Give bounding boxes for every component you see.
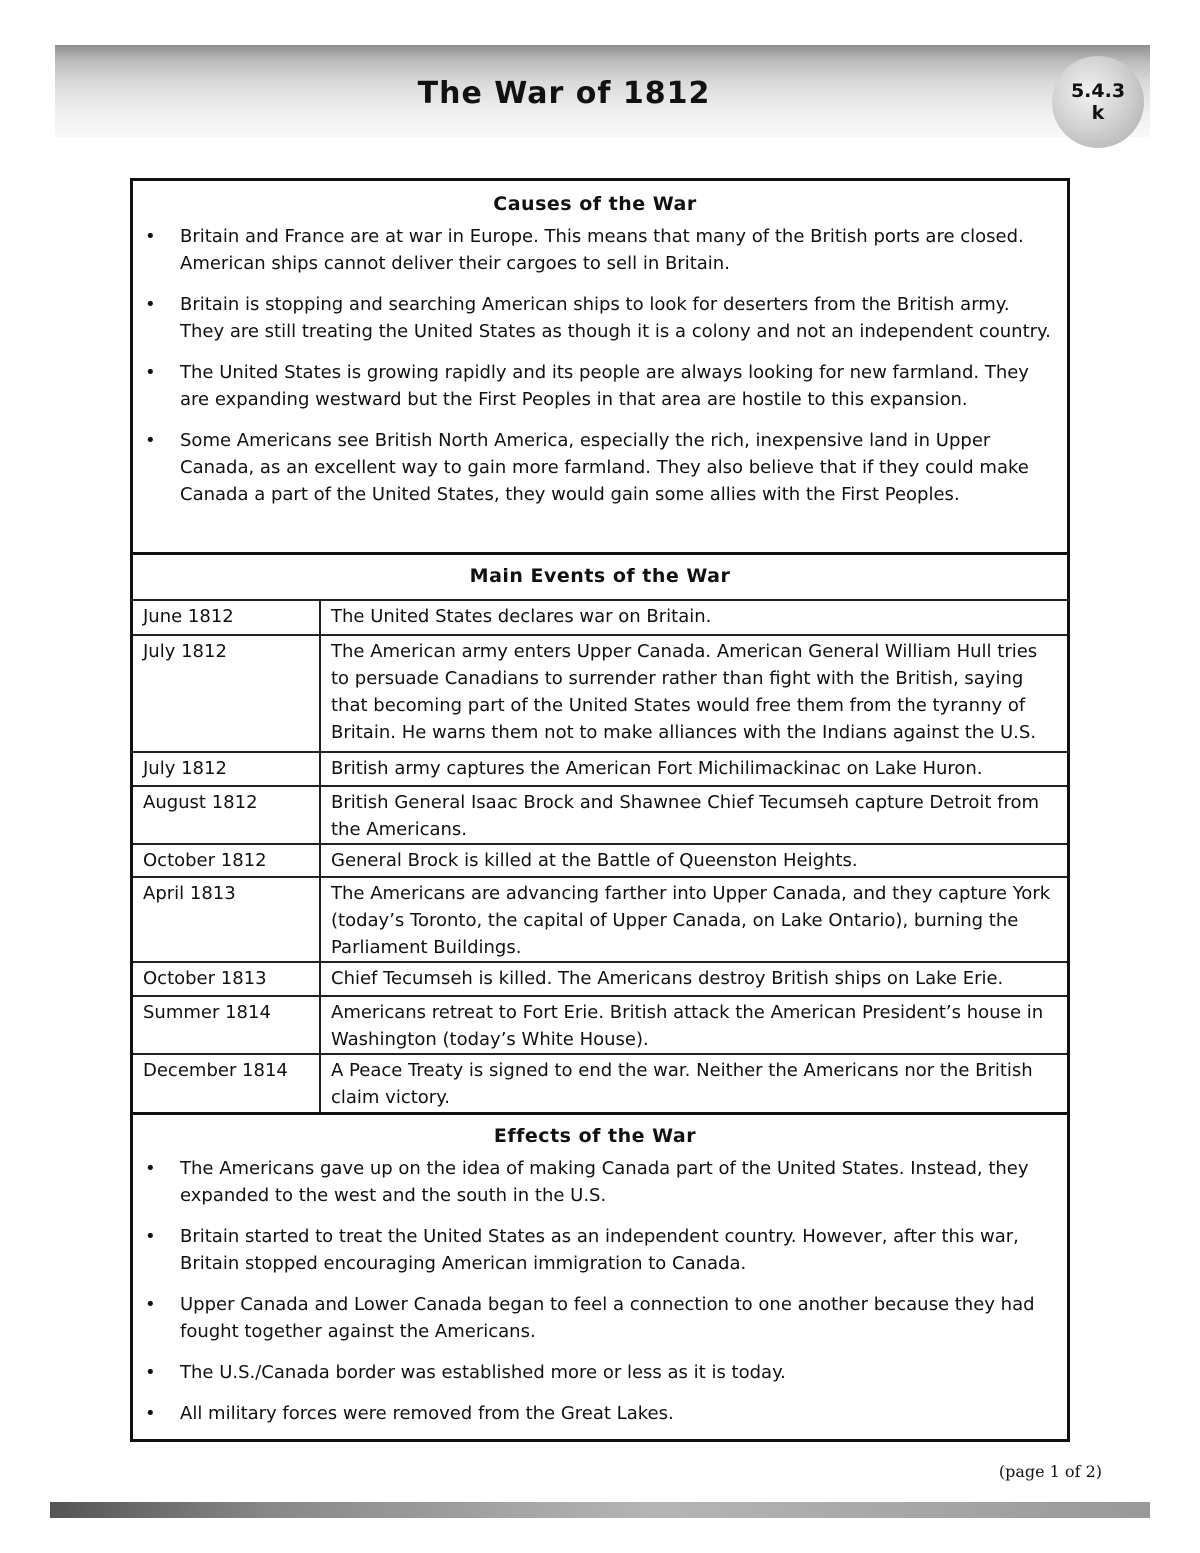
content-frame bbox=[130, 178, 1070, 1442]
table-row bbox=[133, 752, 1067, 786]
event-date: October 1813 bbox=[133, 962, 320, 996]
event-text: General Brock is killed at the Battle of Queenston Heights. bbox=[320, 844, 1067, 877]
event-date: August 1812 bbox=[133, 786, 320, 844]
list-item: • Britain started to treat the United States as an independent country. However, after this war, Britain stopped encouraging American immigration to Canada. bbox=[135, 1223, 1055, 1277]
event-date: December 1814 bbox=[133, 1054, 320, 1112]
event-text: A Peace Treaty is signed to end the war. Neither the Americans nor the British claim victory. bbox=[320, 1054, 1067, 1112]
event-text: British army captures the American Fort Michilimackinac on Lake Huron. bbox=[320, 752, 1067, 786]
list-item: • The United States is growing rapidly and its people are always looking for new farmland. They are expanding westward but the First Peoples in that area are hostile to this expansion. bbox=[135, 359, 1055, 413]
causes-heading: Causes of the War bbox=[493, 193, 697, 215]
list-item: • The Americans gave up on the idea of making Canada part of the United States. Instead, they expanded to the west and the south in the U.S. bbox=[135, 1155, 1055, 1209]
event-date: Summer 1814 bbox=[133, 996, 320, 1054]
effects-list bbox=[135, 1155, 1055, 1427]
event-date: July 1812 bbox=[133, 752, 320, 786]
event-text: The United States declares war on Britain. bbox=[320, 600, 1067, 635]
event-date: April 1813 bbox=[133, 877, 320, 962]
event-text: The Americans are advancing farther into Upper Canada, and they capture York (today’s Toronto, the capital of Upper Canada, on Lake Ontario), burning the Parliament Buildings. bbox=[320, 877, 1067, 962]
effects-section bbox=[133, 1112, 1067, 1427]
causes-section bbox=[133, 181, 1067, 555]
causes-list bbox=[135, 223, 1055, 508]
page-title: The War of 1812 bbox=[417, 76, 711, 111]
page-number: (page 1 of 2) bbox=[998, 1462, 1102, 1481]
event-text: Americans retreat to Fort Erie. British attack the American President’s house in Washington (today’s White House). bbox=[320, 996, 1067, 1054]
list-item: • Britain is stopping and searching American ships to look for deserters from the British army. They are still treating the United States as though it is a colony and not an independent country. bbox=[135, 291, 1055, 345]
list-item: • All military forces were removed from the Great Lakes. bbox=[135, 1400, 1055, 1427]
table-row bbox=[133, 877, 1067, 962]
list-item: • The U.S./Canada border was established more or less as it is today. bbox=[135, 1359, 1055, 1386]
table-row bbox=[133, 1054, 1067, 1112]
table-row bbox=[133, 996, 1067, 1054]
badge-code: 5.4.3 bbox=[1070, 80, 1126, 102]
events-table bbox=[133, 599, 1067, 1112]
table-row bbox=[133, 844, 1067, 877]
footer-bar bbox=[50, 1502, 1150, 1518]
effects-heading: Effects of the War bbox=[493, 1125, 697, 1147]
lesson-badge bbox=[1052, 56, 1144, 148]
event-date: October 1812 bbox=[133, 844, 320, 877]
events-heading: Main Events of the War bbox=[469, 565, 731, 587]
list-item: • Britain and France are at war in Europe. This means that many of the British ports are closed. American ships cannot deliver their cargoes to sell in Britain. bbox=[135, 223, 1055, 277]
event-date: July 1812 bbox=[133, 635, 320, 752]
table-row bbox=[133, 635, 1067, 752]
event-date: June 1812 bbox=[133, 600, 320, 635]
badge-letter: k bbox=[1091, 102, 1105, 124]
list-item: • Some Americans see British North America, especially the rich, inexpensive land in Upper Canada, as an excellent way to gain more farmland. They also believe that if they could make Canada a part of the United States, they would gain some allies with the First Peoples. bbox=[135, 427, 1055, 508]
table-row bbox=[133, 786, 1067, 844]
list-item: • Upper Canada and Lower Canada began to feel a connection to one another because they had fought together against the Americans. bbox=[135, 1291, 1055, 1345]
event-text: The American army enters Upper Canada. American General William Hull tries to persuade Canadians to surrender rather than fight with the British, saying that becoming part of the United States would free them from the tyranny of Britain. He warns them not to make alliances with the Indians against the U.S. bbox=[320, 635, 1067, 752]
event-text: British General Isaac Brock and Shawnee Chief Tecumseh capture Detroit from the Americans. bbox=[320, 786, 1067, 844]
table-row bbox=[133, 962, 1067, 996]
event-text: Chief Tecumseh is killed. The Americans destroy British ships on Lake Erie. bbox=[320, 962, 1067, 996]
table-row bbox=[133, 600, 1067, 635]
